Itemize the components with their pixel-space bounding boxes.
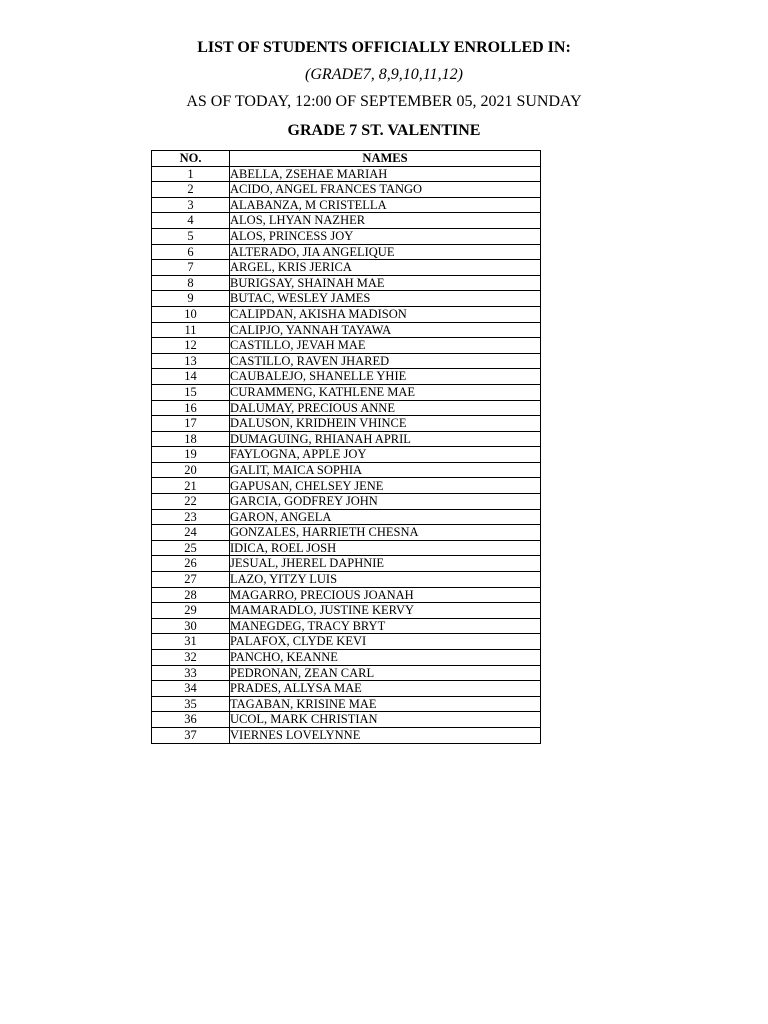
- student-number-cell: 36: [152, 712, 230, 728]
- student-name-cell: GAPUSAN, CHELSEY JENE: [230, 478, 541, 494]
- student-name-cell: DALUMAY, PRECIOUS ANNE: [230, 400, 541, 416]
- student-name-cell: JESUAL, JHEREL DAPHNIE: [230, 556, 541, 572]
- table-row: [152, 400, 541, 416]
- student-number-cell: 3: [152, 197, 230, 213]
- table-row: [152, 525, 541, 541]
- student-number-cell: 21: [152, 478, 230, 494]
- student-name-cell: UCOL, MARK CHRISTIAN: [230, 712, 541, 728]
- student-number-cell: 26: [152, 556, 230, 572]
- table-row: [152, 291, 541, 307]
- grade-levels-subtitle: (GRADE7, 8,9,10,11,12): [305, 66, 463, 83]
- student-name-cell: GONZALES, HARRIETH CHESNA: [230, 525, 541, 541]
- student-number-cell: 25: [152, 540, 230, 556]
- student-name-cell: MANEGDEG, TRACY BRYT: [230, 618, 541, 634]
- student-name-cell: PEDRONAN, ZEAN CARL: [230, 665, 541, 681]
- student-name-cell: ALTERADO, JIA ANGELIQUE: [230, 244, 541, 260]
- student-name-cell: ALOS, LHYAN NAZHER: [230, 213, 541, 229]
- student-number-cell: 22: [152, 494, 230, 510]
- student-number-cell: 13: [152, 353, 230, 369]
- student-number-cell: 34: [152, 681, 230, 697]
- student-name-cell: ACIDO, ANGEL FRANCES TANGO: [230, 182, 541, 198]
- table-row: [152, 384, 541, 400]
- student-number-cell: 10: [152, 306, 230, 322]
- table-row: [152, 618, 541, 634]
- student-name-cell: VIERNES LOVELYNNE: [230, 727, 541, 743]
- student-name-cell: MAGARRO, PRECIOUS JOANAH: [230, 587, 541, 603]
- table-row: [152, 182, 541, 198]
- table-row: [152, 587, 541, 603]
- table-row: [152, 712, 541, 728]
- student-name-cell: IDICA, ROEL JOSH: [230, 540, 541, 556]
- table-row: [152, 603, 541, 619]
- table-row: [152, 306, 541, 322]
- student-number-cell: 18: [152, 431, 230, 447]
- table-row: [152, 338, 541, 354]
- student-number-cell: 1: [152, 166, 230, 182]
- student-name-cell: PRADES, ALLYSA MAE: [230, 681, 541, 697]
- student-name-cell: PALAFOX, CLYDE KEVI: [230, 634, 541, 650]
- table-header-row: [152, 151, 541, 167]
- student-number-cell: 19: [152, 447, 230, 463]
- student-name-cell: CURAMMENG, KATHLENE MAE: [230, 384, 541, 400]
- student-number-cell: 23: [152, 509, 230, 525]
- table-row: [152, 369, 541, 385]
- student-number-cell: 8: [152, 275, 230, 291]
- student-name-cell: ABELLA, ZSEHAE MARIAH: [230, 166, 541, 182]
- student-name-cell: CAUBALEJO, SHANELLE YHIE: [230, 369, 541, 385]
- table-row: [152, 228, 541, 244]
- student-name-cell: CALIPDAN, AKISHA MADISON: [230, 306, 541, 322]
- table-row: [152, 462, 541, 478]
- column-header-no: NO.: [152, 151, 230, 167]
- student-number-cell: 20: [152, 462, 230, 478]
- table-row: [152, 494, 541, 510]
- student-number-cell: 15: [152, 384, 230, 400]
- column-header-names: NAMES: [230, 151, 541, 167]
- student-number-cell: 12: [152, 338, 230, 354]
- student-name-cell: TAGABAN, KRISINE MAE: [230, 696, 541, 712]
- table-row: [152, 275, 541, 291]
- student-number-cell: 11: [152, 322, 230, 338]
- student-number-cell: 14: [152, 369, 230, 385]
- table-row: [152, 213, 541, 229]
- student-name-cell: LAZO, YITZY LUIS: [230, 572, 541, 588]
- table-row: [152, 322, 541, 338]
- student-number-cell: 16: [152, 400, 230, 416]
- student-number-cell: 27: [152, 572, 230, 588]
- student-name-cell: CASTILLO, JEVAH MAE: [230, 338, 541, 354]
- student-name-cell: GALIT, MAICA SOPHIA: [230, 462, 541, 478]
- student-number-cell: 5: [152, 228, 230, 244]
- student-number-cell: 7: [152, 260, 230, 276]
- table-row: [152, 634, 541, 650]
- student-number-cell: 4: [152, 213, 230, 229]
- table-row: [152, 244, 541, 260]
- table-row: [152, 431, 541, 447]
- student-number-cell: 9: [152, 291, 230, 307]
- student-number-cell: 6: [152, 244, 230, 260]
- table-row: [152, 416, 541, 432]
- student-number-cell: 28: [152, 587, 230, 603]
- table-row: [152, 681, 541, 697]
- table-row: [152, 478, 541, 494]
- student-number-cell: 17: [152, 416, 230, 432]
- student-number-cell: 31: [152, 634, 230, 650]
- student-name-cell: CALIPJO, YANNAH TAYAWA: [230, 322, 541, 338]
- document-heading: LIST OF STUDENTS OFFICIALLY ENROLLED IN:: [197, 39, 571, 56]
- table-row: [152, 353, 541, 369]
- student-number-cell: 37: [152, 727, 230, 743]
- table-row: [152, 665, 541, 681]
- table-row: [152, 260, 541, 276]
- student-name-cell: BUTAC, WESLEY JAMES: [230, 291, 541, 307]
- student-number-cell: 30: [152, 618, 230, 634]
- as-of-date-line: AS OF TODAY, 12:00 OF SEPTEMBER 05, 2021 SUNDAY: [186, 93, 582, 110]
- table-row: [152, 696, 541, 712]
- table-row: [152, 650, 541, 666]
- table-row: [152, 556, 541, 572]
- table-row: [152, 509, 541, 525]
- section-title: GRADE 7 ST. VALENTINE: [287, 122, 481, 139]
- table-row: [152, 166, 541, 182]
- student-name-cell: FAYLOGNA, APPLE JOY: [230, 447, 541, 463]
- student-name-cell: GARON, ANGELA: [230, 509, 541, 525]
- student-number-cell: 24: [152, 525, 230, 541]
- student-name-cell: GARCIA, GODFREY JOHN: [230, 494, 541, 510]
- student-name-cell: PANCHO, KEANNE: [230, 650, 541, 666]
- table-row: [152, 727, 541, 743]
- student-name-cell: ARGEL, KRIS JERICA: [230, 260, 541, 276]
- student-number-cell: 2: [152, 182, 230, 198]
- student-number-cell: 35: [152, 696, 230, 712]
- student-number-cell: 29: [152, 603, 230, 619]
- student-number-cell: 33: [152, 665, 230, 681]
- student-name-cell: ALABANZA, M CRISTELLA: [230, 197, 541, 213]
- table-row: [152, 572, 541, 588]
- student-name-cell: ALOS, PRINCESS JOY: [230, 228, 541, 244]
- table-row: [152, 447, 541, 463]
- student-name-cell: MAMARADLO, JUSTINE KERVY: [230, 603, 541, 619]
- table-row: [152, 540, 541, 556]
- student-name-cell: CASTILLO, RAVEN JHARED: [230, 353, 541, 369]
- table-row: [152, 197, 541, 213]
- student-name-cell: BURIGSAY, SHAINAH MAE: [230, 275, 541, 291]
- student-number-cell: 32: [152, 650, 230, 666]
- student-name-cell: DALUSON, KRIDHEIN VHINCE: [230, 416, 541, 432]
- roster-body: [152, 166, 541, 743]
- student-roster-table: [151, 150, 541, 744]
- student-name-cell: DUMAGUING, RHIANAH APRIL: [230, 431, 541, 447]
